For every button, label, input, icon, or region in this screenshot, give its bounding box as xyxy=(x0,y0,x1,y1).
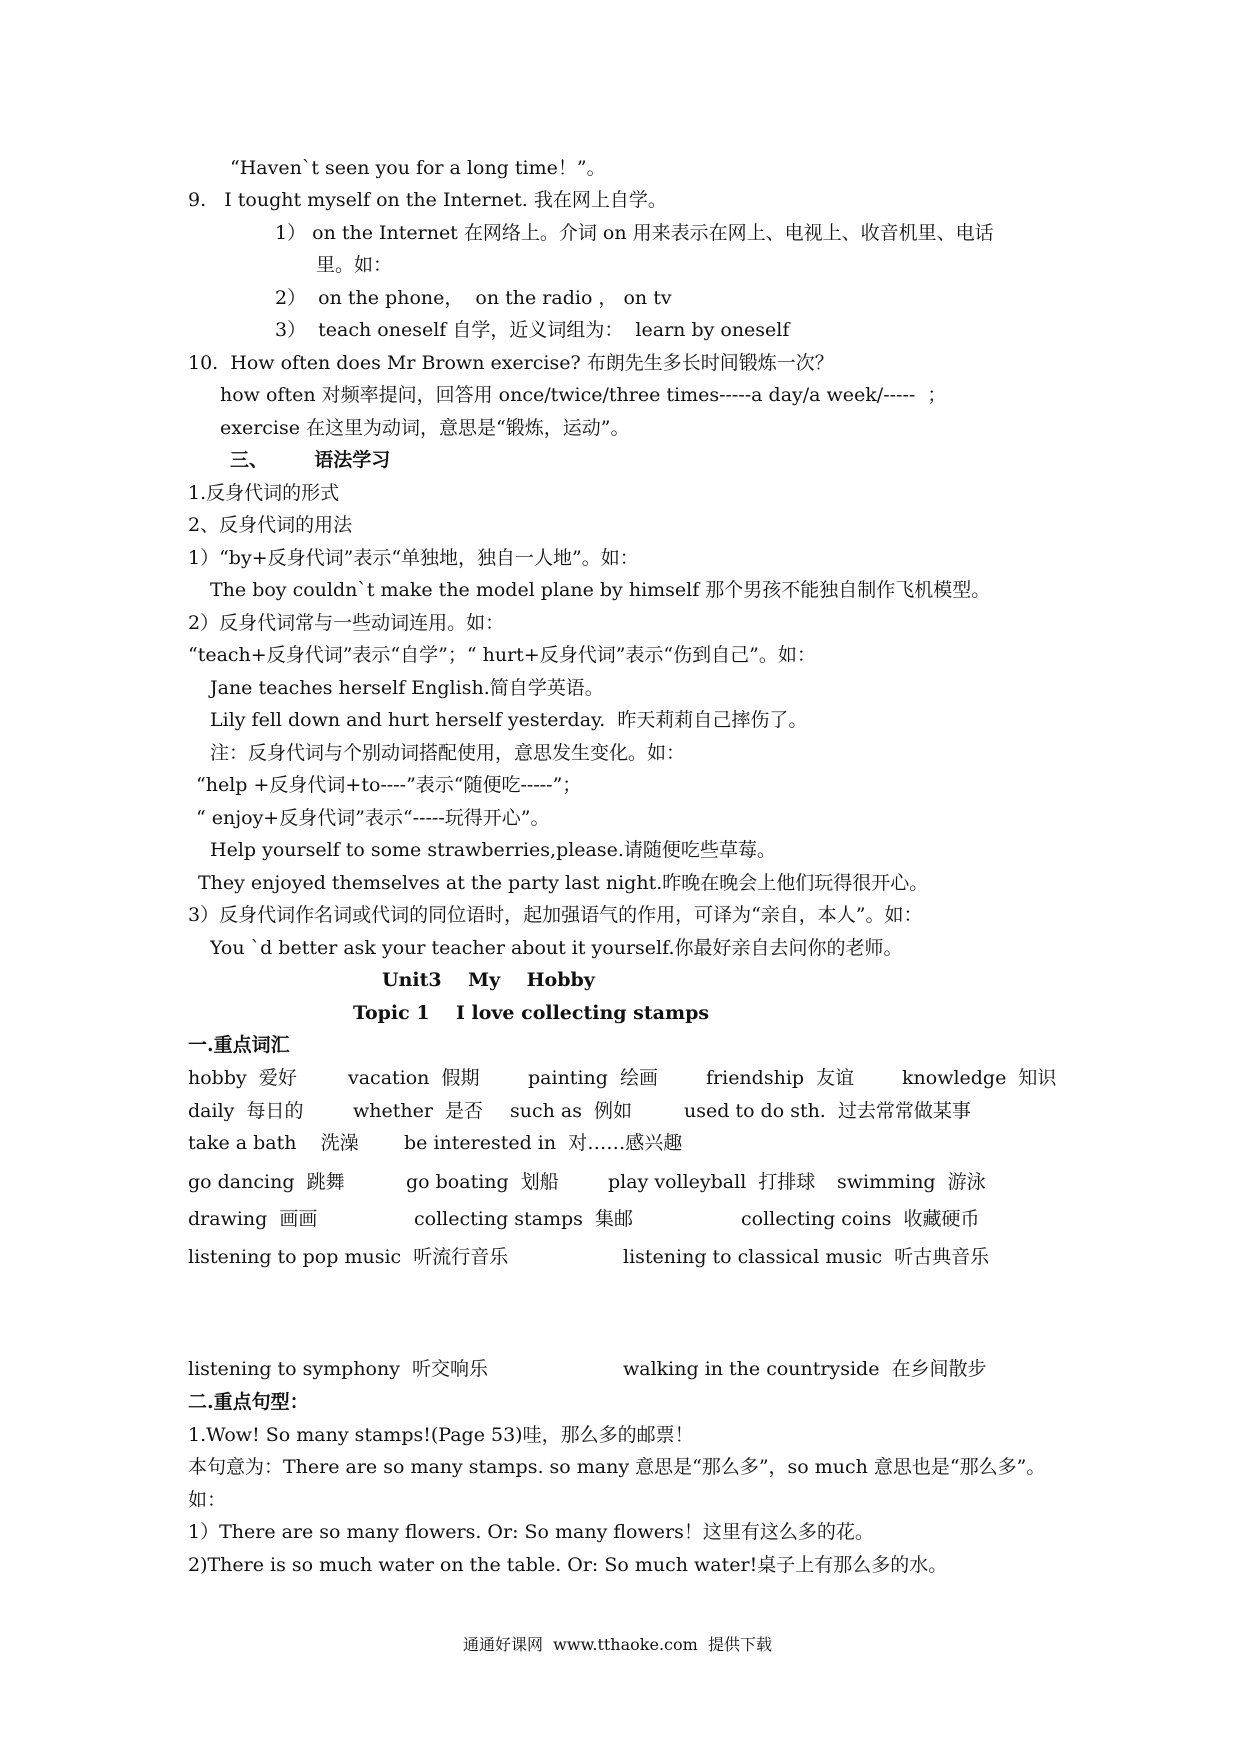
vocab-item: listening to classical music 听古典音乐 xyxy=(623,1246,990,1268)
unit-title: Unit3 My Hobby xyxy=(382,969,595,991)
vocab-item: collecting stamps 集邮 xyxy=(414,1208,633,1230)
text-line: Lily fell down and hurt herself yesterday. 昨天莉莉自己摔伤了。 xyxy=(210,709,808,731)
text-line: They enjoyed themselves at the party last night.昨晚在晚会上他们玩得很开心。 xyxy=(198,872,929,894)
text-line: 本句意为：There are so many stamps. so many 意思是“那么多”，so much 意思也是“那么多”。 xyxy=(188,1456,1046,1478)
vocab-item: used to do sth. 过去常常做某事 xyxy=(684,1100,971,1122)
text-line: The boy couldn`t make the model plane by himself 那个男孩不能独自制作飞机模型。 xyxy=(210,579,991,601)
vocab-item: collecting coins 收藏硬币 xyxy=(741,1208,980,1230)
text-line: “teach+反身代词”表示“自学”；“ hurt+反身代词”表示“伤到自己”。如： xyxy=(188,644,816,666)
text-line: 2)There is so much water on the table. Or: So much water!桌子上有那么多的水。 xyxy=(188,1554,948,1576)
text-line: “Haven`t seen you for a long time！”。 xyxy=(230,157,606,179)
text-line: You `d better ask your teacher about it yourself.你最好亲自去问你的老师。 xyxy=(210,937,903,959)
vocab-item: swimming 游泳 xyxy=(837,1171,986,1193)
text-line: 2）反身代词常与一些动词连用。如： xyxy=(188,612,505,634)
vocab-item: play volleyball 打排球 xyxy=(608,1171,816,1193)
text-line: 3） teach oneself 自学，近义词组为： learn by oneself xyxy=(275,319,790,341)
vocab-item: knowledge 知识 xyxy=(902,1067,1057,1089)
text-line: 注：反身代词与个别动词搭配使用，意思发生变化。如： xyxy=(210,742,686,764)
text-line: “help +反身代词+to----”表示“随便吃-----”； xyxy=(196,774,582,796)
vocab-item: listening to symphony 听交响乐 xyxy=(188,1358,489,1380)
vocab-item: whether 是否 xyxy=(353,1100,484,1122)
section-heading: 二.重点句型： xyxy=(188,1391,309,1413)
text-line: exercise 在这里为动词，意思是“锻炼，运动”。 xyxy=(220,417,630,439)
text-line: 3）反身代词作名词或代词的同位语时，起加强语气的作用，可译为“亲自，本人”。如： xyxy=(188,904,923,926)
text-line: 2） on the phone， on the radio ， on tv xyxy=(275,287,672,309)
page-footer: 通通好课网 www.tthaoke.com 提供下载 xyxy=(463,1635,772,1654)
vocab-item: hobby 爱好 xyxy=(188,1067,297,1089)
text-line: 1.Wow! So many stamps!(Page 53)哇，那么多的邮票！ xyxy=(188,1424,694,1446)
vocab-item: be interested in 对……感兴趣 xyxy=(404,1132,683,1154)
vocab-item: listening to pop music 听流行音乐 xyxy=(188,1246,509,1268)
vocab-item: go boating 划船 xyxy=(406,1171,559,1193)
vocab-item: walking in the countryside 在乡间散步 xyxy=(623,1358,987,1380)
text-line: Jane teaches herself English.简自学英语。 xyxy=(210,677,604,699)
text-line: 1）“by+反身代词”表示“单独地，独自一人地”。如： xyxy=(188,547,639,569)
text-line: 如： xyxy=(188,1489,227,1511)
text-line: 9. I tought myself on the Internet. 我在网上自学。 xyxy=(188,189,667,211)
vocab-item: vacation 假期 xyxy=(348,1067,480,1089)
topic-title: Topic 1 I love collecting stamps xyxy=(353,1002,710,1024)
vocab-item: friendship 友谊 xyxy=(706,1067,855,1089)
vocab-item: take a bath 洗澡 xyxy=(188,1132,359,1154)
vocab-item: drawing 画画 xyxy=(188,1208,318,1230)
text-line: 10. How often does Mr Brown exercise? 布朗先生多长时间锻炼一次？ xyxy=(188,352,834,374)
text-line: Help yourself to some strawberries,please.请随便吃些草莓。 xyxy=(210,839,776,861)
section-heading: 三、 语法学习 xyxy=(230,449,391,471)
vocab-item: painting 绘画 xyxy=(528,1067,658,1089)
text-line: 1） on the Internet 在网络上。介词 on 用来表示在网上、电视上、收音机里、电话 xyxy=(275,222,994,244)
vocab-item: daily 每日的 xyxy=(188,1100,304,1122)
text-line: 1）There are so many flowers. Or: So many flowers！这里有这么多的花。 xyxy=(188,1521,874,1543)
text-line: “ enjoy+反身代词”表示“-----玩得开心”。 xyxy=(196,807,550,829)
section-heading: 一.重点词汇 xyxy=(188,1034,290,1056)
text-line: 1.反身代词的形式 xyxy=(188,482,340,504)
text-line: how often 对频率提问，回答用 once/twice/three times-----a day/a week/----- ； xyxy=(220,384,947,406)
text-line: 2、反身代词的用法 xyxy=(188,514,353,536)
vocab-item: such as 例如 xyxy=(510,1100,633,1122)
text-line: 里。如： xyxy=(316,254,393,276)
vocab-item: go dancing 跳舞 xyxy=(188,1171,345,1193)
